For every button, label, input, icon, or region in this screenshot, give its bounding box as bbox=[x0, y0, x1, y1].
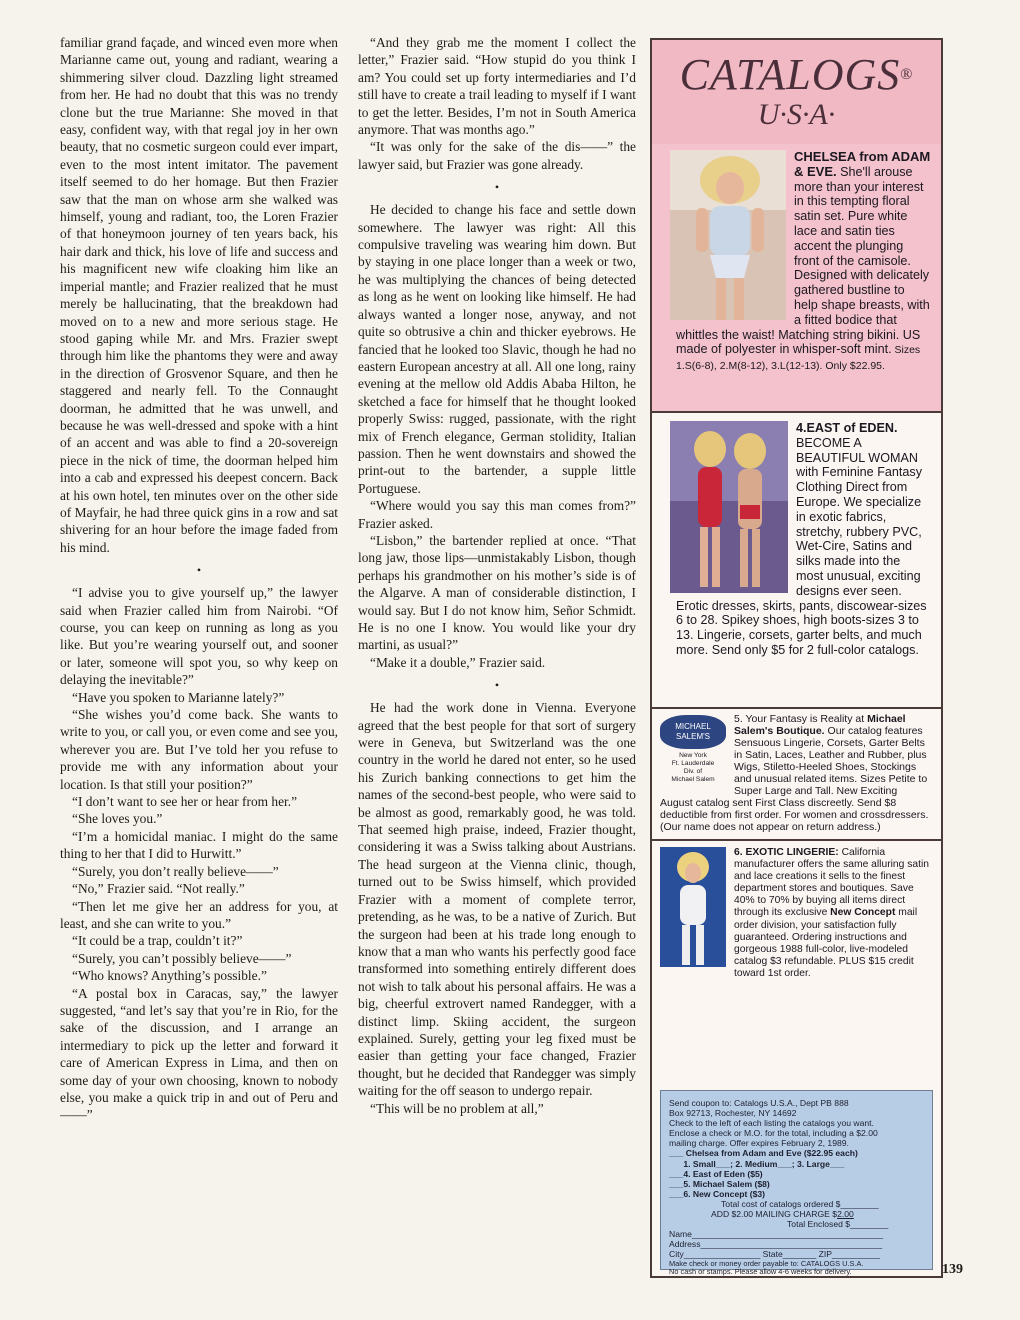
story-paragraph: “Who knows? Anything’s possible.” bbox=[72, 968, 267, 984]
model-photo-east-of-eden bbox=[670, 421, 788, 593]
story-paragraph: familiar grand façade, and winced even more when Marianne came out, young and radiant, wearing a shimmering silver cloud. Dazzling light streamed from her. He had no doubt that this was no trendy clone but the true Marianne: She moved in that easy, confident way, with that regal joy in her own beauty, that no cosmetic surgeon could ever impart, even to the most intent imitator. The pavement itself seemed to do her homage. But then Frazier saw that the man on whose arm she walked was himself, young and radiant, too, the Loren Frazier of that honeymoon journey of ten years back, his hair dark and thick, his love of life and success and his magnificent new wife cloaking him like an imperial mantle; and Frazier realized that he must merely be hallucinating, that the breakdown had moved on to a new and more serious stage. He stood gaping while Mr. and Mrs. Frazier swept through him like the phantoms they were and away in the direction of Grosvenor Square, and then he staggered and nearly fell. To the Connaught doorman, he admitted that he was unwell, and because he was well-dressed and spoke with a hint of an accent and was able to find a 20-sovereign piece in the nick of time, the doorman helped him into a cab and expressed his deepest concern. Back at his own hotel, ten minutes over on the other side of Mayfair, he had three quick gins in a row and sat shivering for an hour before the image faded from his mind. bbox=[60, 35, 338, 555]
story-paragraph: “Make it a double,” Frazier said. bbox=[370, 654, 546, 670]
item-body: She'll arouse more than your interest in this tempting floral satin set. Pure white lace and satin ties accent the plunging front of the camisole. Designed with delicately gathered bustline to help shape breasts, with a fitted bodice that whittles the waist! Matching string bikini. US made of polyester in whisper-soft mint. bbox=[676, 164, 930, 357]
item-heading: CHELSEA from ADAM & EVE. bbox=[794, 149, 931, 179]
coupon-mailing-charge bbox=[669, 1209, 924, 1219]
story-paragraph: “And they grab me the moment I collect the letter,” Frazier said. “How stupid do you think I am? You could set up forty intermediaries and I’d still have to create a trail leading to myself if I want to get the letter. Besides, I’m not in South America anymore. That was months ago.” bbox=[358, 35, 636, 138]
story-paragraph: “It could be a trap, couldn’t it?” bbox=[72, 933, 243, 949]
coupon-fine-print: No cash or stamps. Please allow 4-6 weeks for delivery. bbox=[669, 1267, 852, 1277]
mailing-label: ADD $2.00 MAILING CHARGE $ bbox=[711, 1209, 838, 1220]
story-paragraph: “Where would you say this man comes from?” Frazier asked. bbox=[358, 498, 636, 531]
story-paragraph: He decided to change his face and settle down somewhere. The lawyer was right: All this compulsive traveling was wearing him down. But by staying in one place longer than a week or two, he was multiplying the chances of being detected as long as he went on looking like himself. He had always wanted a longer nose, anyway, and not quite so obtrusive a chin and thicker eyebrows. He fancied that he looked too Slavic, though he had no eastern European ancestry at all. All one long, rainy evening at the mellow old Addis Ababa Hilton, he sketched a face for himself that he thought looked properly Swiss: rugged, passionate, with the right mix of French elegance, German stolidity, Italian passion. Then he went downstairs and showed the print-out to the bartender, a supple little Portuguese. bbox=[358, 202, 636, 496]
item-body-continued: mail order division, your satisfaction fully guaranteed. Ordering instructions and gorgeous 1988 full-color, live-modeled catalog $3 refundable. PLUS $15 credit toward 1st order. bbox=[734, 907, 918, 979]
story-column-2 bbox=[358, 34, 636, 1117]
coupon-line: Send coupon to: Catalogs U.S.A., Dept PB 888 bbox=[669, 1098, 849, 1108]
coupon-option-chelsea[interactable]: ___ Chelsea from Adam and Eve ($22.95 each) bbox=[669, 1148, 858, 1159]
model-photo-chelsea bbox=[670, 150, 786, 320]
story-paragraph: “It was only for the sake of the dis——” the lawyer said, but Frazier was gone already. bbox=[358, 139, 636, 172]
coupon-fine-print: Make check or money order payable to: CATALOGS U.S.A. bbox=[669, 1258, 864, 1268]
city-label: City bbox=[669, 1249, 684, 1260]
coupon-option-new-concept[interactable]: ___6. New Concept ($3) bbox=[669, 1188, 766, 1199]
item-body: California manufacturer offers the same alluring satin and lace creations it sells to the finest department stores and boutiques. Save 40% to 70% by buying all items direct through its exclusive bbox=[734, 847, 929, 919]
model-photo-exotic-lingerie bbox=[660, 847, 726, 967]
story-paragraph: “I don’t want to see her or hear from her.” bbox=[72, 794, 298, 810]
coupon-line: Check to the left of each listing the catalogs you want. bbox=[669, 1118, 874, 1129]
section-break: • bbox=[196, 563, 202, 578]
story-paragraph: “Surely, you don’t really believe——” bbox=[72, 863, 279, 879]
story-paragraph: “Have you spoken to Marianne lately?” bbox=[72, 689, 285, 705]
coupon-total-ordered[interactable]: Total cost of catalogs ordered $________ bbox=[721, 1198, 879, 1209]
total-enclosed-label: Total Enclosed $ bbox=[787, 1219, 851, 1230]
option-label: 6. New Concept ($3) bbox=[683, 1188, 766, 1199]
coupon-line: Enclose a check or M.O. for the total, including a $2.00 bbox=[669, 1128, 878, 1139]
item-heading: 4.EAST of EDEN. bbox=[796, 421, 898, 435]
option-label: 5. Michael Salem ($8) bbox=[683, 1178, 770, 1189]
catalog-item-michael-salem bbox=[652, 707, 941, 839]
story-paragraph: “She loves you.” bbox=[72, 811, 163, 827]
state-label: State bbox=[762, 1249, 783, 1260]
total-ordered-label: Total cost of catalogs ordered $ bbox=[721, 1198, 841, 1209]
story-paragraph: “Then let me give her an address for you, at least, and she can write to you.” bbox=[60, 898, 338, 931]
order-coupon[interactable] bbox=[660, 1090, 933, 1277]
item-heading: 6. EXOTIC LINGERIE: bbox=[734, 847, 839, 858]
michael-salem-logo bbox=[660, 715, 726, 784]
option-label: 4. East of Eden ($5) bbox=[683, 1168, 763, 1179]
coupon-name-field[interactable]: Name________________________________________ bbox=[669, 1229, 884, 1240]
coupon-total-enclosed[interactable]: Total Enclosed $________ bbox=[787, 1219, 889, 1230]
story-paragraph: “This will be no problem at all,” bbox=[370, 1100, 544, 1116]
item-body: BECOME A BEAUTIFUL WOMAN with Feminine Fantasy Clothing Direct from Europe. We specialize in exotic fabrics, stretchy, rubbery PVC, Wet-Cire, Satins and silks made into the most unusual, exciting designs ever seen. Erotic dresses, skirts, pants, discowear-sizes 6 to 28. Spikey shoes, high boots-sizes 3 to 13. Lingerie, corsets, garter belts, and much more. Send only $5 for 2 full-color catalogs. bbox=[676, 435, 927, 657]
mailing-value: 2.00 bbox=[837, 1209, 854, 1220]
story-paragraph: “I advise you to give yourself up,” the lawyer said when Frazier called him from Nairobi. “Of course, you can keep on running as long as you like. But you’re wearing yourself out, and sooner or later, someone will spot you, so why keep on delaying the inevitable?” bbox=[60, 585, 338, 688]
story-paragraph: “She wishes you’d come back. She wants to write to you, or call you, or even come and see you, wherever you are. But I’ve told her you refuse to provide me with any information about your location. Is that still your position?” bbox=[60, 707, 338, 792]
page-number: 139 bbox=[942, 1262, 963, 1277]
coupon-option-east-of-eden[interactable]: ___4. East of Eden ($5) bbox=[669, 1168, 763, 1179]
logo-line: New York bbox=[679, 752, 707, 759]
coupon-line: mailing charge. Offer expires February 2, 1989. bbox=[669, 1138, 849, 1149]
catalog-ad-title bbox=[652, 40, 941, 98]
catalog-item-chelsea bbox=[652, 144, 941, 411]
story-paragraph: “Surely, you can’t possibly believe——” bbox=[72, 950, 292, 966]
logo-line: Ft. Lauderdale bbox=[671, 760, 715, 767]
zip-label: ZIP bbox=[818, 1249, 832, 1260]
coupon-line: Box 92713, Rochester, NY 14692 bbox=[669, 1108, 797, 1119]
story-column-1 bbox=[60, 34, 338, 1124]
item-brand: New Concept bbox=[830, 907, 896, 919]
catalog-item-east-of-eden bbox=[652, 411, 941, 707]
item-body: Our catalog features Sensuous Lingerie, Corsets, Garter Belts in Satin, Laces, Leather and Rubber, plus Wigs, Stiletto-Heeled Shoes, Stockings and unusual related items. Sizes Petite to Super Large and Tall. New Exciting August catalog sent First Class discreetly. Send $8 deductible from first order. For women and crossdressers. (Our name does not appear on return address.) bbox=[660, 725, 929, 833]
option-label: 1. Small___; 2. Medium___; 3. Large___ bbox=[683, 1158, 845, 1169]
catalog-ad-header bbox=[652, 40, 941, 144]
story-paragraph: “A postal box in Caracas, say,” the lawyer suggested, “and let’s say that you’re in Rio, for the sake of the discussion, and I arrange an intermediary to pick up the letter and forward it care of American Express in Lima, and then on some day of your own choosing, known to nobody else, you make a quick trip in and out of Peru and——” bbox=[60, 985, 338, 1123]
story-paragraph: He had the work done in Vienna. Everyone agreed that the best people for that sort of surgery were in Geneva, but Switzerland was the one country in the world he dared not enter, so he used his Zurich banking connections to get him the names of the second-best people, who were said to be almost as good, remarkably good, he was told. That seemed high praise, indeed, Frazier thought, considering it was a Swiss talking about Austrians. The head surgeon at the Vienna clinic, though, turned out to be Swiss himself, which provided Frazier with a moment of complete terror, pretending, as he was, to be a native of Zurich. But the surgeon had been at his trade long enough to know that a man who wants his perfectly good face transformed into something entirely different does not wish to talk about his personal affairs. He was a big, cheerful extrovert named Randegger, with a distinct limp. Skiing accident, the surgeon explained. Surely, getting your leg fixed must be easier than getting your face changed, Frazier thought, but he decided that Randegger was simply waiting for the off season to undergo repair. bbox=[358, 700, 636, 1099]
coupon-city-state-zip-field[interactable]: City________________ State_______ ZIP__________ bbox=[669, 1249, 880, 1260]
section-break: • bbox=[494, 678, 500, 693]
story-paragraph: “Lisbon,” the bartender replied at once. “That long jaw, those lips—unmistakably Lisbon, though perhaps his grandmother on his mother’s side is of the Algarve. A man of considerable distinction, I would say. But I do not know him, Señor Schmidt. He is no one I know. You would like your dry martini, as usual?” bbox=[358, 532, 636, 653]
logo-line: Michael Salem bbox=[671, 776, 715, 783]
item-sizes: Sizes 1.S(6-8), 2.M(8-12), 3.L(12-13). Only $22.95. bbox=[676, 344, 921, 373]
logo-badge bbox=[660, 715, 726, 749]
coupon-address-field[interactable]: Address______________________________________ bbox=[669, 1239, 883, 1250]
logo-line: Div. of bbox=[683, 768, 703, 775]
name-label: Name bbox=[669, 1229, 692, 1240]
story-paragraph: “No,” Frazier said. “Not really.” bbox=[72, 881, 245, 897]
item-prefix: 5. Your Fantasy is Reality at bbox=[734, 713, 868, 725]
option-label: Chelsea from Adam and Eve ($22.95 each) bbox=[685, 1148, 858, 1159]
story-paragraph: “I’m a homicidal maniac. I might do the same thing to her that I did to Hurwitt.” bbox=[60, 828, 338, 862]
coupon-option-michael-salem[interactable]: ___5. Michael Salem ($8) bbox=[669, 1178, 770, 1189]
catalog-item-exotic-lingerie bbox=[652, 839, 941, 1001]
address-label: Address bbox=[669, 1239, 701, 1250]
catalog-title-text: CATALOGS bbox=[679, 50, 901, 99]
registered-mark: ® bbox=[900, 66, 914, 83]
logo-text: MICHAEL SALEM'S bbox=[675, 722, 711, 741]
item-heading: Michael Salem's Boutique. bbox=[734, 713, 906, 737]
catalog-ad-panel bbox=[650, 38, 943, 1278]
section-break: • bbox=[494, 180, 500, 195]
catalog-ad-subtitle: U·S·A· bbox=[757, 98, 836, 131]
coupon-option-sizes[interactable] bbox=[669, 1159, 924, 1169]
